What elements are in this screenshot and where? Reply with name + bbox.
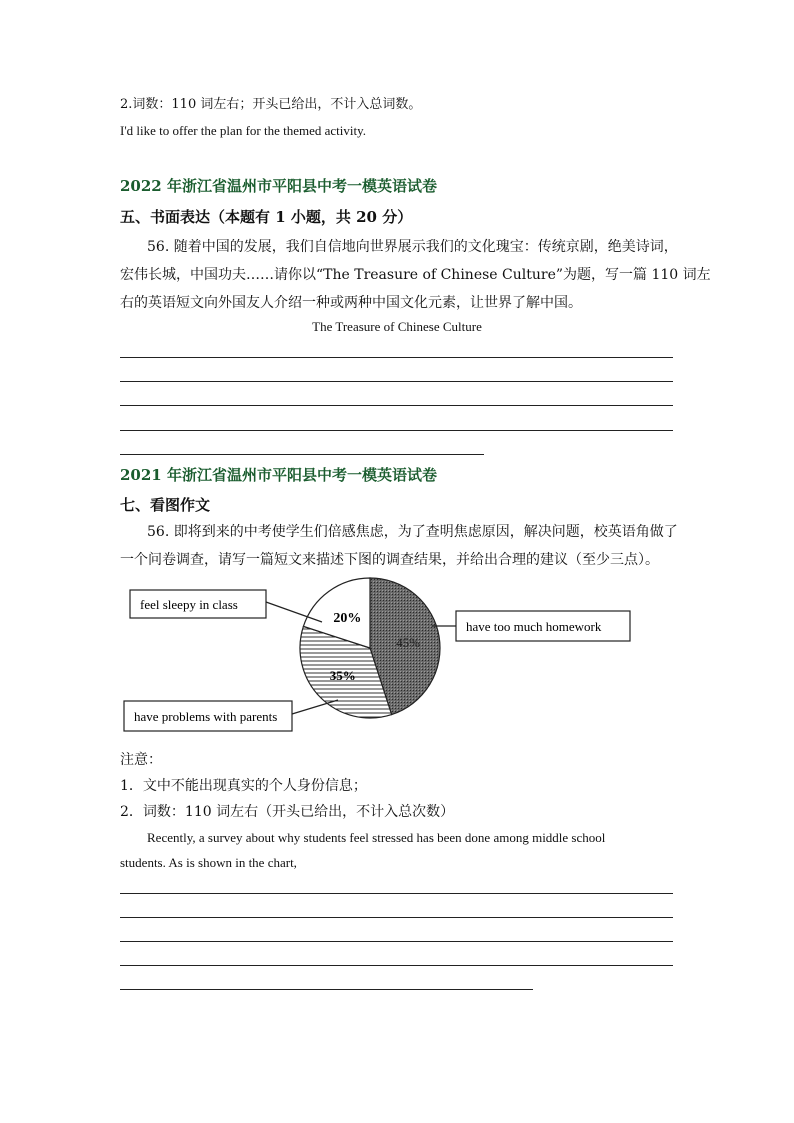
answer-line [120,357,673,358]
opening-line-2: students. As is shown in the chart, [120,855,297,870]
answer-line [120,430,673,431]
answer-line [120,893,673,894]
data-label-homework: 45% [396,634,420,650]
word-count-note: 2.词数：110 词左右；开头已给出，不计入总词数。 [120,97,422,112]
exam-2021-title: 2021 年浙江省温州市平阳县中考一模英语试卷 [120,466,437,484]
exam-2021-question-line1: 56. 即将到来的中考使学生们倍感焦虑，为了查明焦虑原因，解决问题，校英语角做了 [147,524,678,540]
answer-line [120,405,673,406]
essay-title: The Treasure of Chinese Culture [312,319,482,334]
note-1: 1．文中不能出现真实的个人身份信息； [120,778,367,794]
exam-2022-question-line2: 宏伟长城，中国功夫……请你以“The Treasure of Chinese Culture”为题，写一篇 110 词左 [120,267,711,283]
exam-2022-question-line3: 右的英语短文向外国友人介绍一种或两种中国文化元素，让世界了解中国。 [120,295,582,311]
answer-line [120,454,484,455]
leader-line-parents [292,700,338,714]
answer-line [120,381,673,382]
opening-line-1: Recently, a survey about why students feel stressed has been done among middle school [147,830,606,845]
legend-label-sleepy: feel sleepy in class [140,597,238,612]
note-2: 2．词数：110 词左右（开头已给出，不计入总次数） [120,804,455,820]
legend-label-homework: have too much homework [466,619,602,634]
survey-pie-chart [110,576,650,741]
exam-2022-question-line1: 56. 随着中国的发展，我们自信地向世界展示我们的文化瑰宝：传统京剧，绝美诗词， [147,239,678,255]
data-label-parents: 35% [329,668,356,684]
answer-line [120,989,533,990]
data-label-sleepy: 20% [333,610,362,626]
answer-line [120,965,673,966]
exam-2021-question-line2: 一个问卷调查，请写一篇短文来描述下图的调查结果，并给出合理的建议（至少三点）。 [120,552,659,568]
legend-label-parents: have problems with parents [134,709,278,724]
exam-2022-section: 五、书面表达（本题有 1 小题，共 20 分） [120,208,413,226]
exam-2021-section: 七、看图作文 [120,496,211,514]
answer-line [120,941,673,942]
opening-sentence: I'd like to offer the plan for the themed activity. [120,123,367,138]
exam-2022-title: 2022 年浙江省温州市平阳县中考一模英语试卷 [120,177,437,195]
notes-header: 注意： [120,752,162,768]
answer-line [120,917,673,918]
